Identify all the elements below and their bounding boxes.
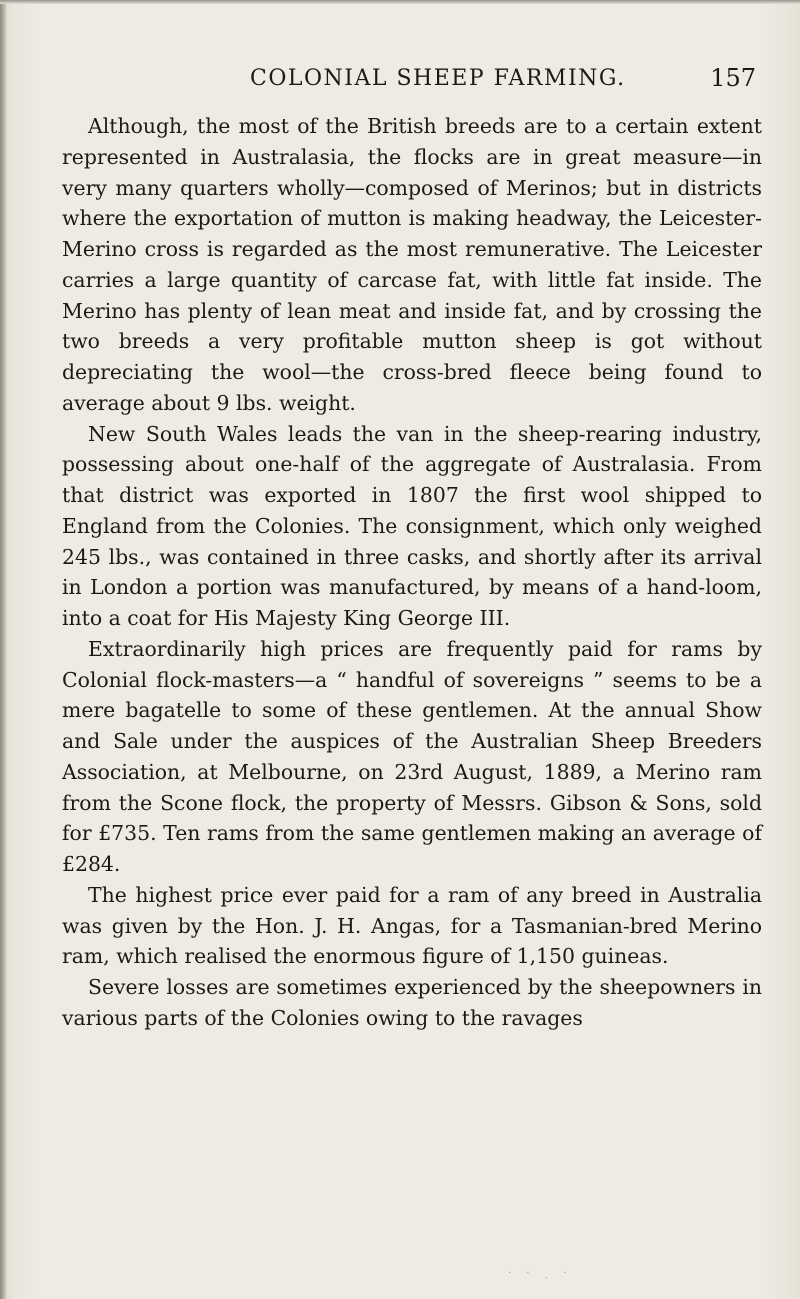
page-spine-shadow xyxy=(0,0,6,1299)
paragraph-highest-price: The highest price ever paid for a ram of any breed in Australia was given by the Hon. J. H. Angas, for a Tasmanian-bred Merino ram, which realised the enormous figure of 1,150 guineas. xyxy=(62,882,762,969)
paragraph-new-south-wales: New South Wales leads the van in the sheep-rearing industry, possessing about one-half of the aggregate of Australasia. From that district was exported in 1807 the first wool shipped to England from the Colonies. The consignment, which only weighed 245 lbs., was contained in three casks, and shortly after its arrival in London a portion was manufactured, by means of a hand-loom, into a coat for His Majesty King George III. xyxy=(62,421,762,630)
paragraph-leicester-merino: Although, the most of the British breeds are to a certain extent represented in Australasia, the flocks are in great measure—in very many quarters wholly—composed of Merinos; but in districts where the exportation of mutton is making headway, the Leicester-Merino cross is regarded as the most remunerative. The Leicester carries a large quantity of carcase fat, with little fat inside. The Merino has plenty of lean meat and inside fat, and by crossing the two breeds a very profitable mutton sheep is got without depreciating the wool—the cross-bred fleece being found to average about 9 lbs. weight. xyxy=(62,114,762,415)
page-number: 157 xyxy=(710,64,756,92)
running-head xyxy=(62,62,762,102)
paragraph-ram-prices: Extraordinarily high prices are frequently paid for rams by Colonial flock-masters—a “ handful of sovereigns ” seems to be a mere bagatelle to some of these gentlemen. At the annual Show and Sale under the auspices of the Australian Sheep Breeders Association, at Melbourne, on 23rd August, 1889, a Merino ram from the Scone flock, the property of Messrs. Gibson & Sons, sold for £735. Ten rams from the same gentlemen making an average of £284. xyxy=(62,636,762,876)
body-text xyxy=(62,111,762,1034)
running-title: COLONIAL SHEEP FARMING. xyxy=(250,66,626,91)
paragraph-severe-losses: Severe losses are sometimes experienced by the sheepowners in various parts of the Colonies owing to the ravages xyxy=(62,975,762,1030)
page-top-edge xyxy=(0,0,800,4)
footer-marks: · · ˎ · xyxy=(508,1268,573,1279)
